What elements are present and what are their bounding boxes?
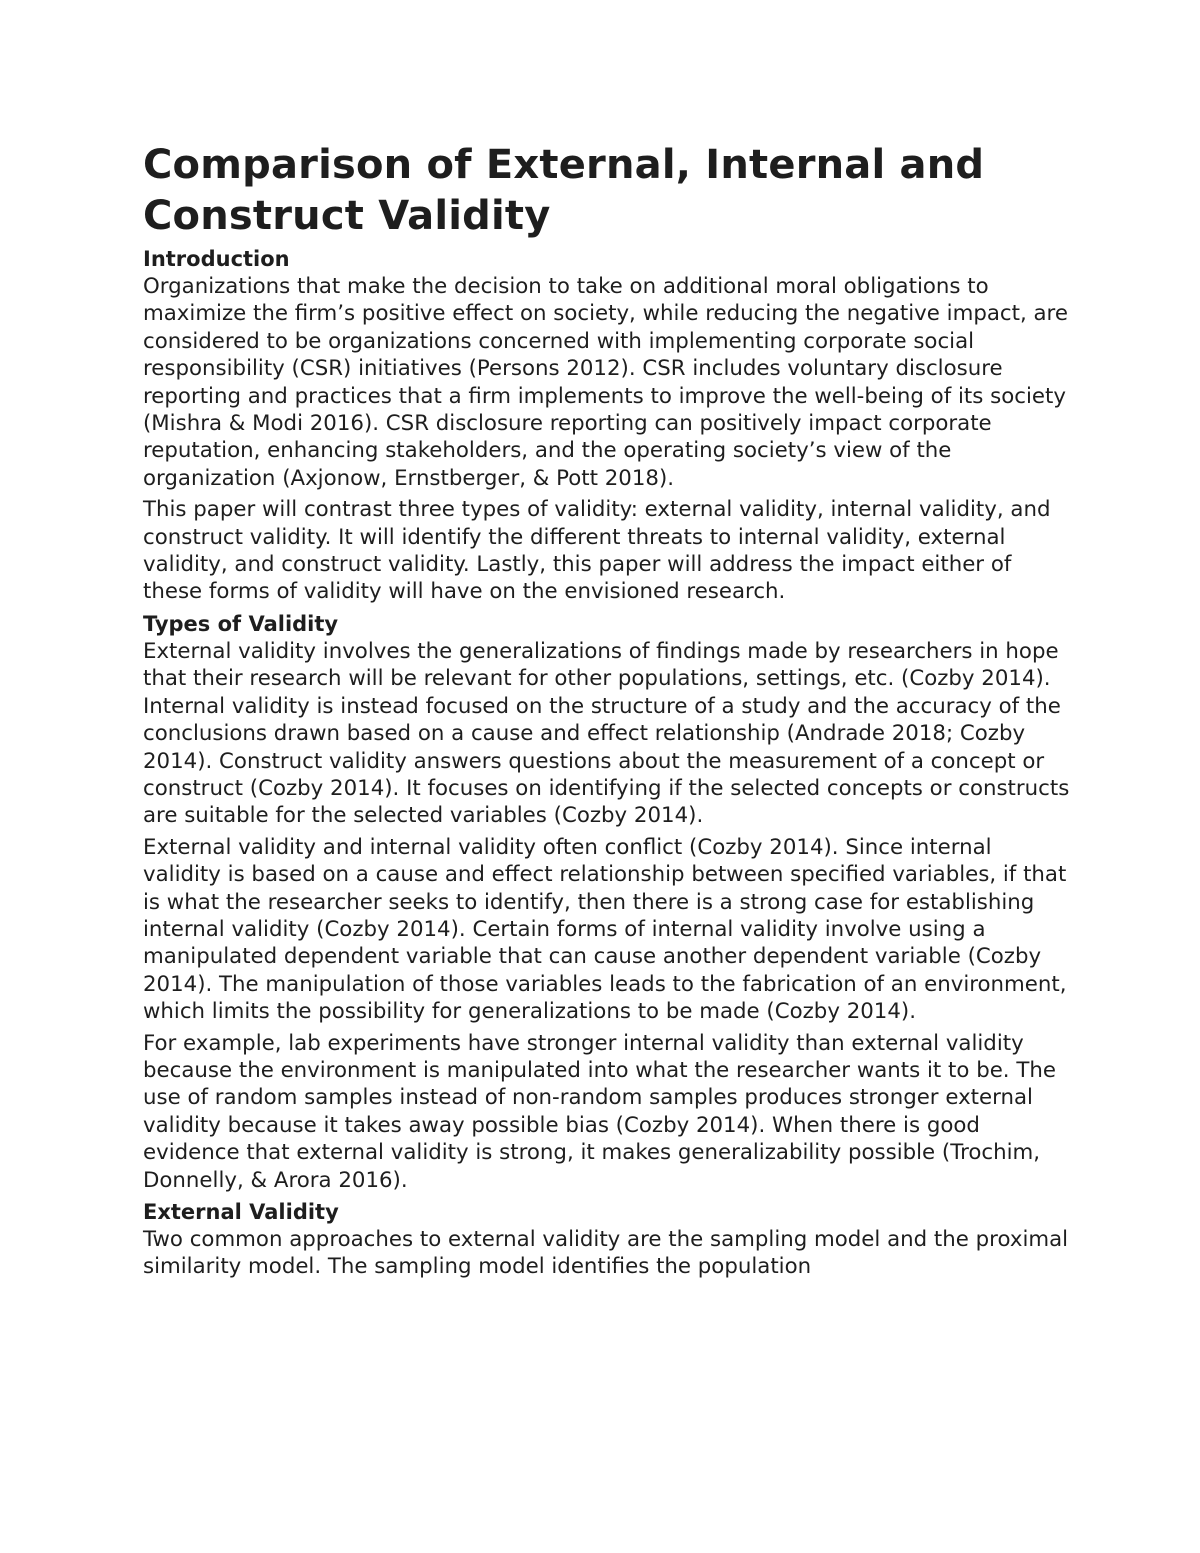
document-title: Comparison of External, Internal and Construct Validity: [143, 142, 985, 239]
section-heading-introduction: Introduction: [143, 247, 290, 271]
paragraph: Organizations that make the decision to take on additional moral obligations to maximize the firm’s positive effect on society, while reducing the negative impact, are considered to be organizations concerned with implementing corporate social responsibility (CSR) initiatives (Persons 2012). CSR includes voluntary disclosure reporting and practices that a firm implements to improve the well-being of its society (Mishra & Modi 2016). CSR disclosure reporting can positively impact corporate reputation, enhancing stakeholders, and the operating society’s view of the organization (Axjonow, Ernstberger, & Pott 2018).: [143, 274, 1068, 491]
section-heading-external-validity: External Validity: [143, 1200, 339, 1224]
paragraph: External validity and internal validity often conflict (Cozby 2014). Since internal validity is based on a cause and effect relationship between specified variables, if that is what the researcher seeks to identify, then there is a strong case for establishing internal validity (Cozby 2014). Certain forms of internal validity involve using a manipulated dependent variable that can cause another dependent variable (Cozby 2014). The manipulation of those variables leads to the fabrication of an environment, which limits the possibility for generalizations to be made (Cozby 2014).: [143, 834, 1067, 1025]
paragraph: For example, lab experiments have stronger internal validity than external validity because the environment is manipulated into what the researcher wants it to be. The use of random samples instead of non-random samples produces stronger external validity because it takes away possible bias (Cozby 2014). When there is good evidence that external validity is strong, it makes generalizability possible (Trochim, Donnelly, & Arora 2016).: [143, 1030, 1056, 1193]
paragraph: Two common approaches to external validity are the sampling model and the proximal similarity model. The sampling model identifies the population: [143, 1227, 1069, 1280]
document-page: [143, 140, 1073, 1285]
section-heading-types-of-validity: Types of Validity: [143, 611, 339, 636]
paragraph: External validity involves the generalizations of findings made by researchers in hope that their research will be relevant for other populations, settings, etc. (Cozby 2014). Internal validity is instead focused on the structure of a study and the accuracy of the conclusions drawn based on a cause and effect relationship (Andrade 2018; Cozby 2014). Construct validity answers questions about the measurement of a concept or construct (Cozby 2014). It focuses on identifying if the selected concepts or constructs are suitable for the selected variables (Cozby 2014).: [143, 638, 1070, 829]
paragraph: This paper will contrast three types of validity: external validity, internal validity, and construct validity. It will identify the different threats to internal validity, external validity, and construct validity. Lastly, this paper will address the impact either of these forms of validity will have on the envisioned research.: [143, 497, 1051, 605]
